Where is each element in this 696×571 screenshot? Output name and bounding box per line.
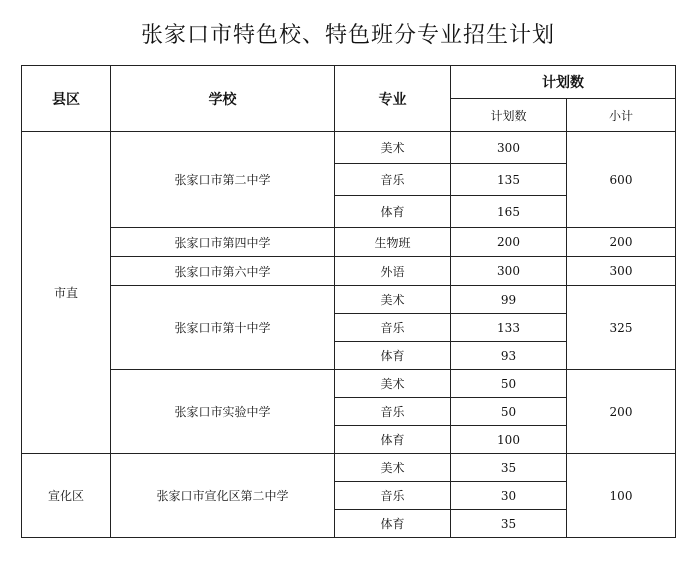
enrollment-plan-table bbox=[21, 65, 676, 538]
major-cell: 音乐 bbox=[335, 482, 451, 510]
count-cell: 35 bbox=[451, 510, 567, 538]
major-cell: 外语 bbox=[335, 257, 451, 286]
subtotal-cell: 200 bbox=[567, 370, 676, 454]
subtotal-cell: 200 bbox=[567, 228, 676, 257]
major-cell: 美术 bbox=[335, 370, 451, 398]
count-cell: 300 bbox=[451, 257, 567, 286]
major-cell: 美术 bbox=[335, 132, 451, 164]
count-cell: 133 bbox=[451, 314, 567, 342]
school-cell: 张家口市第二中学 bbox=[111, 132, 335, 228]
subtotal-cell: 100 bbox=[567, 454, 676, 538]
header-county: 县区 bbox=[22, 66, 111, 132]
county-cell: 宣化区 bbox=[22, 454, 111, 538]
school-cell: 张家口市第十中学 bbox=[111, 286, 335, 370]
table-row bbox=[22, 454, 676, 482]
major-cell: 体育 bbox=[335, 342, 451, 370]
major-cell: 美术 bbox=[335, 454, 451, 482]
county-cell: 市直 bbox=[22, 132, 111, 454]
count-cell: 50 bbox=[451, 370, 567, 398]
table-row bbox=[22, 132, 676, 164]
table-row bbox=[22, 228, 676, 257]
school-cell: 张家口市第六中学 bbox=[111, 257, 335, 286]
major-cell: 体育 bbox=[335, 196, 451, 228]
subtotal-cell: 300 bbox=[567, 257, 676, 286]
major-cell: 音乐 bbox=[335, 398, 451, 426]
major-cell: 生物班 bbox=[335, 228, 451, 257]
major-cell: 体育 bbox=[335, 510, 451, 538]
page-title: 张家口市特色校、特色班分专业招生计划 bbox=[140, 23, 555, 48]
school-cell: 张家口市第四中学 bbox=[111, 228, 335, 257]
header-school: 学校 bbox=[111, 66, 335, 132]
count-cell: 200 bbox=[451, 228, 567, 257]
major-cell: 美术 bbox=[335, 286, 451, 314]
count-cell: 135 bbox=[451, 164, 567, 196]
count-cell: 30 bbox=[451, 482, 567, 510]
major-cell: 体育 bbox=[335, 426, 451, 454]
subtotal-cell: 325 bbox=[567, 286, 676, 370]
school-cell: 张家口市实验中学 bbox=[111, 370, 335, 454]
header-row bbox=[22, 66, 676, 99]
count-cell: 165 bbox=[451, 196, 567, 228]
school-cell: 张家口市宣化区第二中学 bbox=[111, 454, 335, 538]
count-cell: 35 bbox=[451, 454, 567, 482]
count-cell: 50 bbox=[451, 398, 567, 426]
major-cell: 音乐 bbox=[335, 164, 451, 196]
table-row bbox=[22, 286, 676, 314]
table-row bbox=[22, 370, 676, 398]
table-row bbox=[22, 257, 676, 286]
major-cell: 音乐 bbox=[335, 314, 451, 342]
subtotal-cell: 600 bbox=[567, 132, 676, 228]
header-subtotal: 小计 bbox=[567, 99, 676, 132]
count-cell: 100 bbox=[451, 426, 567, 454]
count-cell: 300 bbox=[451, 132, 567, 164]
header-plan-count-sub: 计划数 bbox=[451, 99, 567, 132]
count-cell: 99 bbox=[451, 286, 567, 314]
header-major: 专业 bbox=[335, 66, 451, 132]
count-cell: 93 bbox=[451, 342, 567, 370]
header-plan-count: 计划数 bbox=[451, 66, 676, 99]
